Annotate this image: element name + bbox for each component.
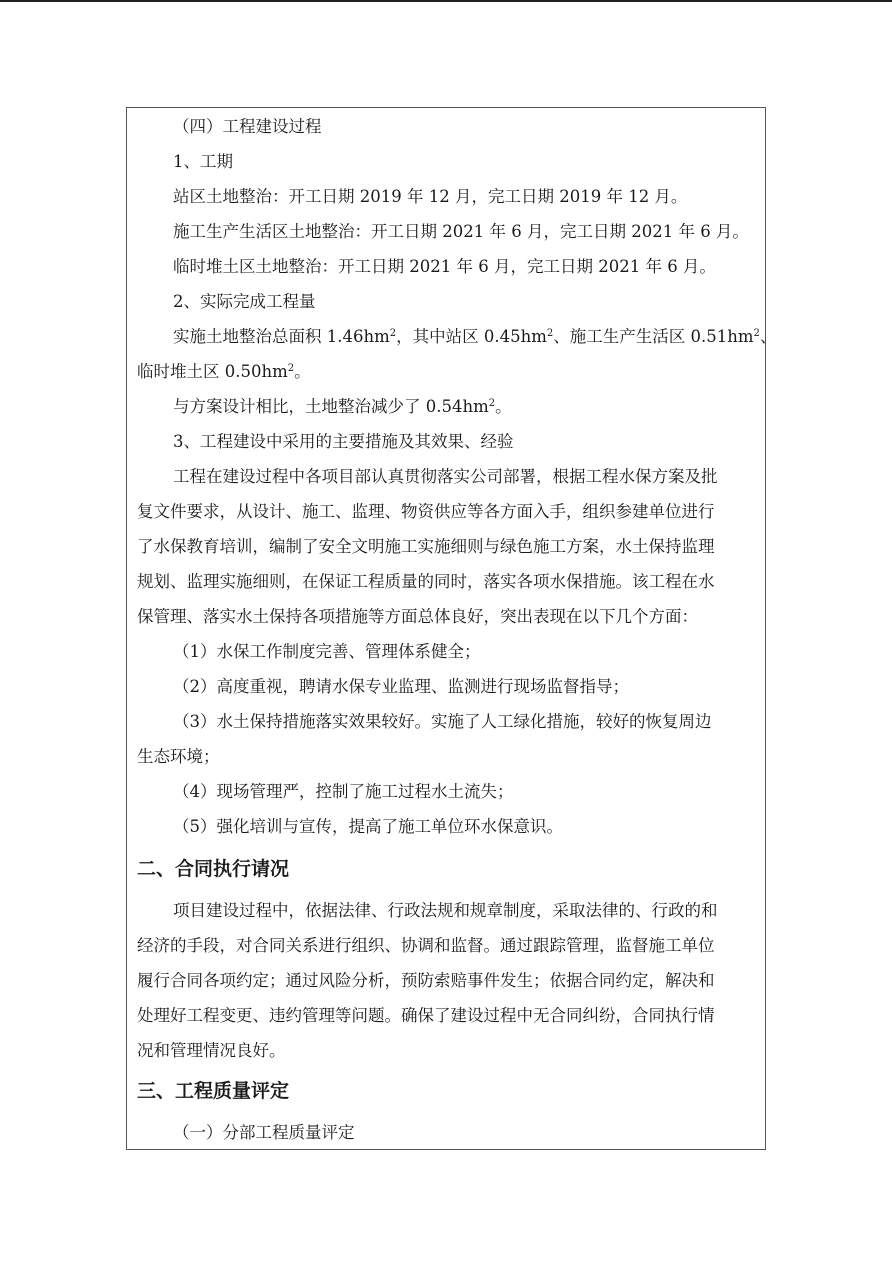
quality-subheading: （一）分部工程质量评定 xyxy=(173,1123,355,1142)
measures-line: 了水保教育培训，编制了安全文明施工实施细则与绿色施工方案，水土保持监理 xyxy=(137,537,715,556)
section-4-heading: （四）工程建设过程 xyxy=(173,117,322,136)
period-line-camp: 施工生产生活区土地整治：开工日期 2021 年 6 月，完工日期 2021 年 6 月。 xyxy=(173,222,749,241)
top-rule xyxy=(0,0,892,2)
compare-line: 与方案设计相比，土地整治减少了 $0.54hm^2$。 xyxy=(173,397,512,416)
point-item: （3）水土保持措施落实效果较好。实施了人工绿化措施，较好的恢复周边 xyxy=(173,712,712,731)
point-item: （1）水保工作制度完善、管理体系健全； xyxy=(173,642,481,661)
point-item-continued: 生态环境； xyxy=(137,747,220,766)
point-item: （4）现场管理严，控制了施工过程水土流失； xyxy=(173,782,514,801)
measures-line: 规划、监理实施细则，在保证工程质量的同时，落实各项水保措施。该工程在水 xyxy=(137,572,715,591)
measures-heading: 3、工程建设中采用的主要措施及其效果、经验 xyxy=(173,432,514,451)
contract-line: 处理好工程变更、违约管理等问题。确保了建设过程中无合同纠纷，合同执行情 xyxy=(137,1006,715,1025)
contract-line: 项目建设过程中，依据法律、行政法规和规章制度，采取法律的、行政的和 xyxy=(173,901,718,920)
contract-heading: 二、合同执行请况 xyxy=(137,858,290,880)
document-frame xyxy=(126,107,777,1150)
volume-heading: 2、实际完成工程量 xyxy=(173,292,316,311)
period-line-station: 站区土地整治：开工日期 2019 年 12 月，完工日期 2019 年 12 月。 xyxy=(173,187,688,206)
measures-line: 复文件要求，从设计、施工、监理、物资供应等各方面入手，组织参建单位进行 xyxy=(137,502,715,521)
period-heading: 1、工期 xyxy=(173,152,233,171)
point-item: （2）高度重视，聘请水保专业监理、监测进行现场监督指导； xyxy=(173,677,629,696)
point-item: （5）强化培训与宣传，提高了施工单位环水保意识。 xyxy=(173,817,563,836)
measures-line: 工程在建设过程中各项目部认真贯彻落实公司部署，根据工程水保方案及批 xyxy=(173,467,718,486)
contract-line: 经济的手段，对合同关系进行组织、协调和监督。通过跟踪管理，监督施工单位 xyxy=(137,936,715,955)
period-line-stockpile: 临时堆土区土地整治：开工日期 2021 年 6 月，完工日期 2021 年 6 月。 xyxy=(173,257,716,276)
contract-line: 况和管理情况良好。 xyxy=(137,1041,286,1060)
volume-line-1: 实施土地整治总面积 $1.46hm^2$，其中站区 $0.45hm^2$、施工生产生活区 $0.51hm^2$、 xyxy=(173,327,777,346)
contract-line: 履行合同各项约定；通过风险分析，预防索赔事件发生；依据合同约定，解决和 xyxy=(137,971,715,990)
measures-line: 保管理、落实水土保持各项措施等方面总体良好，突出表现在以下几个方面： xyxy=(137,607,698,626)
quality-heading: 三、工程质量评定 xyxy=(137,1080,290,1102)
volume-line-2: 临时堆土区 $0.50hm^2$。 xyxy=(137,362,311,381)
